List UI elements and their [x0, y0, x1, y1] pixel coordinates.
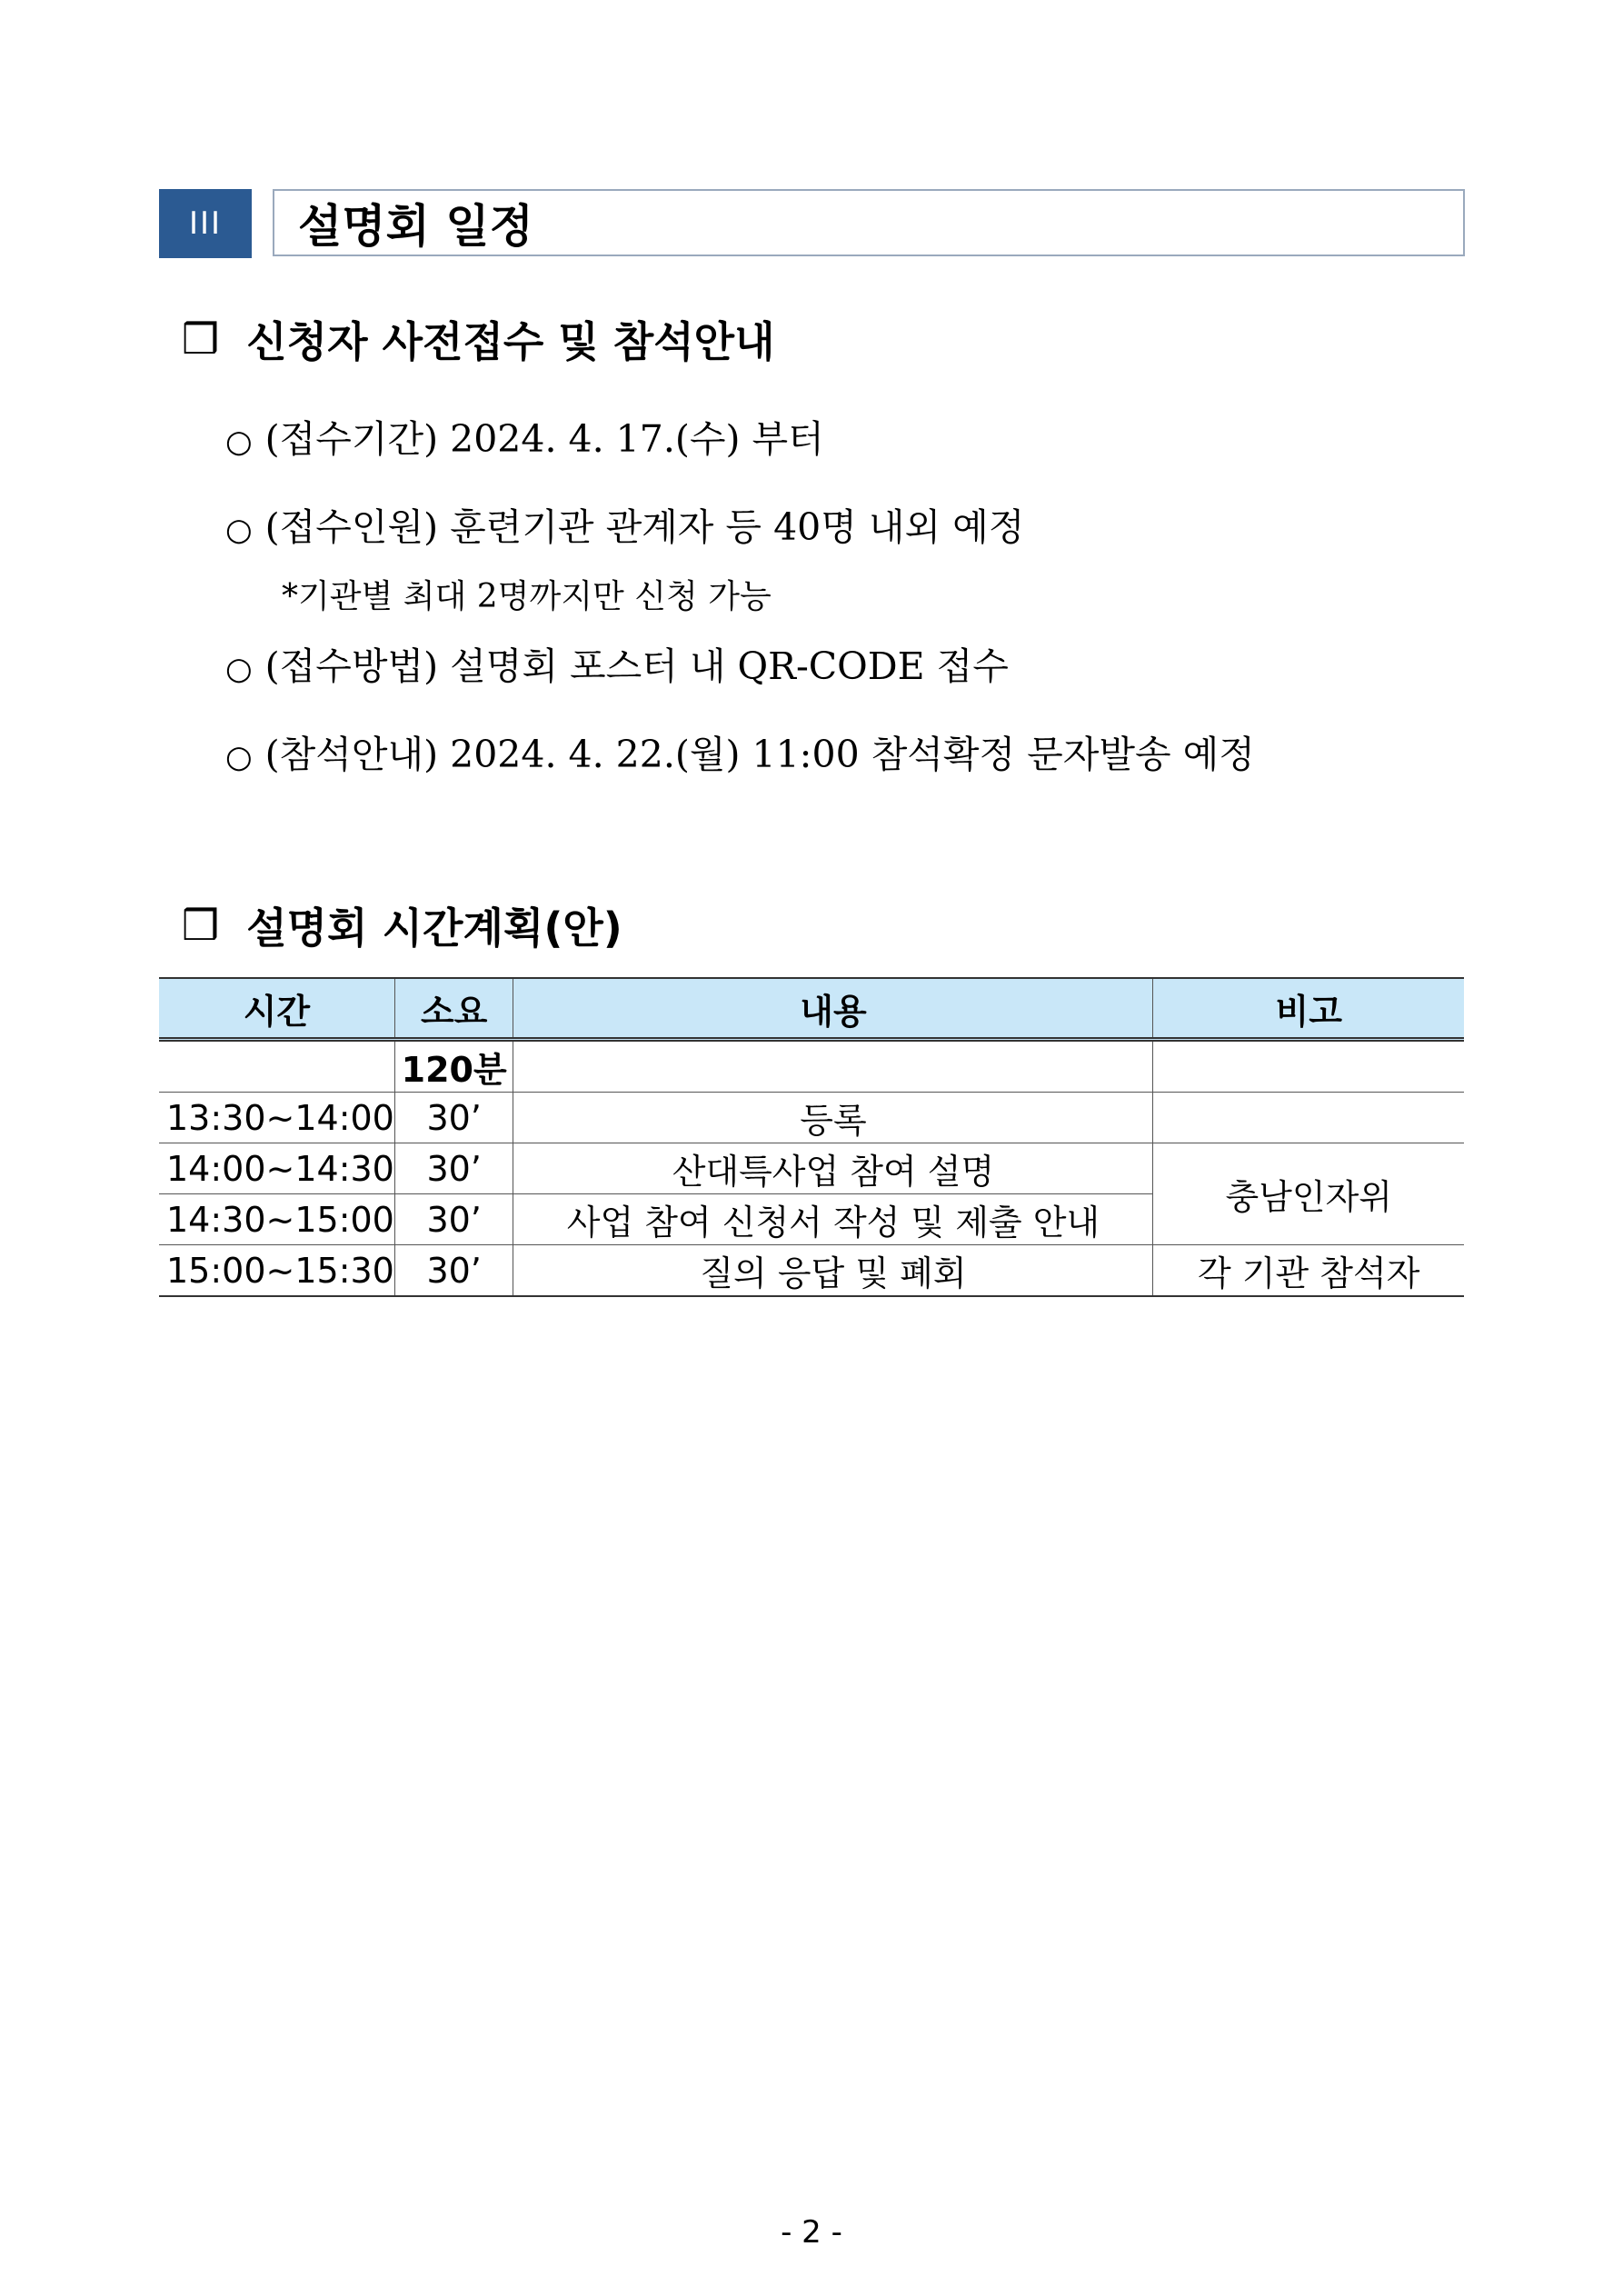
table-total-row	[159, 1040, 1464, 1093]
header-duration: 소요	[394, 978, 513, 1040]
bullet-text: (참석안내) 2024. 4. 22.(월) 11:00 참석확정 문자발송 예정	[264, 733, 1255, 776]
bullet-item	[225, 409, 824, 463]
section-heading-text: 신청자 사전접수 및 참석안내	[246, 317, 775, 366]
cell-content: 등록	[513, 1093, 1153, 1143]
bullet-item	[225, 497, 1024, 551]
bullet-text: (접수인원) 훈련기관 관계자 등 40명 내외 예정	[264, 505, 1025, 549]
header-remark: 비고	[1153, 978, 1464, 1040]
cell-duration: 30’	[394, 1093, 513, 1143]
cell-duration: 30’	[394, 1245, 513, 1297]
cell-content: 산대특사업 참여 설명	[513, 1143, 1153, 1194]
circle-bullet-icon: ○	[225, 739, 253, 775]
page-number: - 2 -	[781, 2214, 842, 2251]
checkbox-square-icon: ❒	[182, 901, 220, 950]
bullet-item	[225, 724, 1255, 778]
cell-time: 14:30~15:00	[159, 1194, 394, 1245]
header-time: 시간	[159, 978, 394, 1040]
cell-remark: 각 기관 참석자	[1153, 1245, 1464, 1297]
cell-remark-merged: 충남인자위	[1153, 1143, 1464, 1245]
cell-content: 질의 응답 및 폐회	[513, 1245, 1153, 1297]
bullet-text: (접수방법) 설명회 포스터 내 QR-CODE 접수	[264, 644, 1009, 688]
schedule-table	[159, 977, 1464, 1297]
cell-content	[513, 1040, 1153, 1093]
section-heading-registration	[182, 309, 775, 369]
cell-time	[159, 1040, 394, 1093]
header-content: 내용	[513, 978, 1153, 1040]
cell-remark	[1153, 1093, 1464, 1143]
bullet-item	[225, 636, 1009, 690]
cell-duration: 30’	[394, 1194, 513, 1245]
circle-bullet-icon: ○	[225, 651, 253, 687]
table-row	[159, 1245, 1464, 1297]
cell-remark	[1153, 1040, 1464, 1093]
cell-content: 사업 참여 신청서 작성 및 제출 안내	[513, 1194, 1153, 1245]
footnote: *기관별 최대 2명까지만 신청 가능	[282, 578, 772, 615]
bullet-text: (접수기간) 2024. 4. 17.(수) 부터	[264, 417, 824, 461]
table-row	[159, 1093, 1464, 1143]
cell-time: 13:30~14:00	[159, 1093, 394, 1143]
table-row	[159, 1143, 1464, 1194]
page-title: 설명회 일정	[273, 189, 1465, 256]
circle-bullet-icon: ○	[225, 512, 253, 548]
cell-time: 14:00~14:30	[159, 1143, 394, 1194]
cell-time: 15:00~15:30	[159, 1245, 394, 1297]
circle-bullet-icon: ○	[225, 424, 253, 460]
cell-duration: 30’	[394, 1143, 513, 1194]
section-heading-text: 설명회 시간계획(안)	[246, 903, 622, 953]
table-header-row	[159, 978, 1464, 1040]
section-heading-schedule	[182, 895, 622, 955]
section-number-badge: III	[159, 189, 252, 258]
checkbox-square-icon: ❒	[182, 314, 220, 364]
cell-total-duration: 120분	[394, 1040, 513, 1093]
